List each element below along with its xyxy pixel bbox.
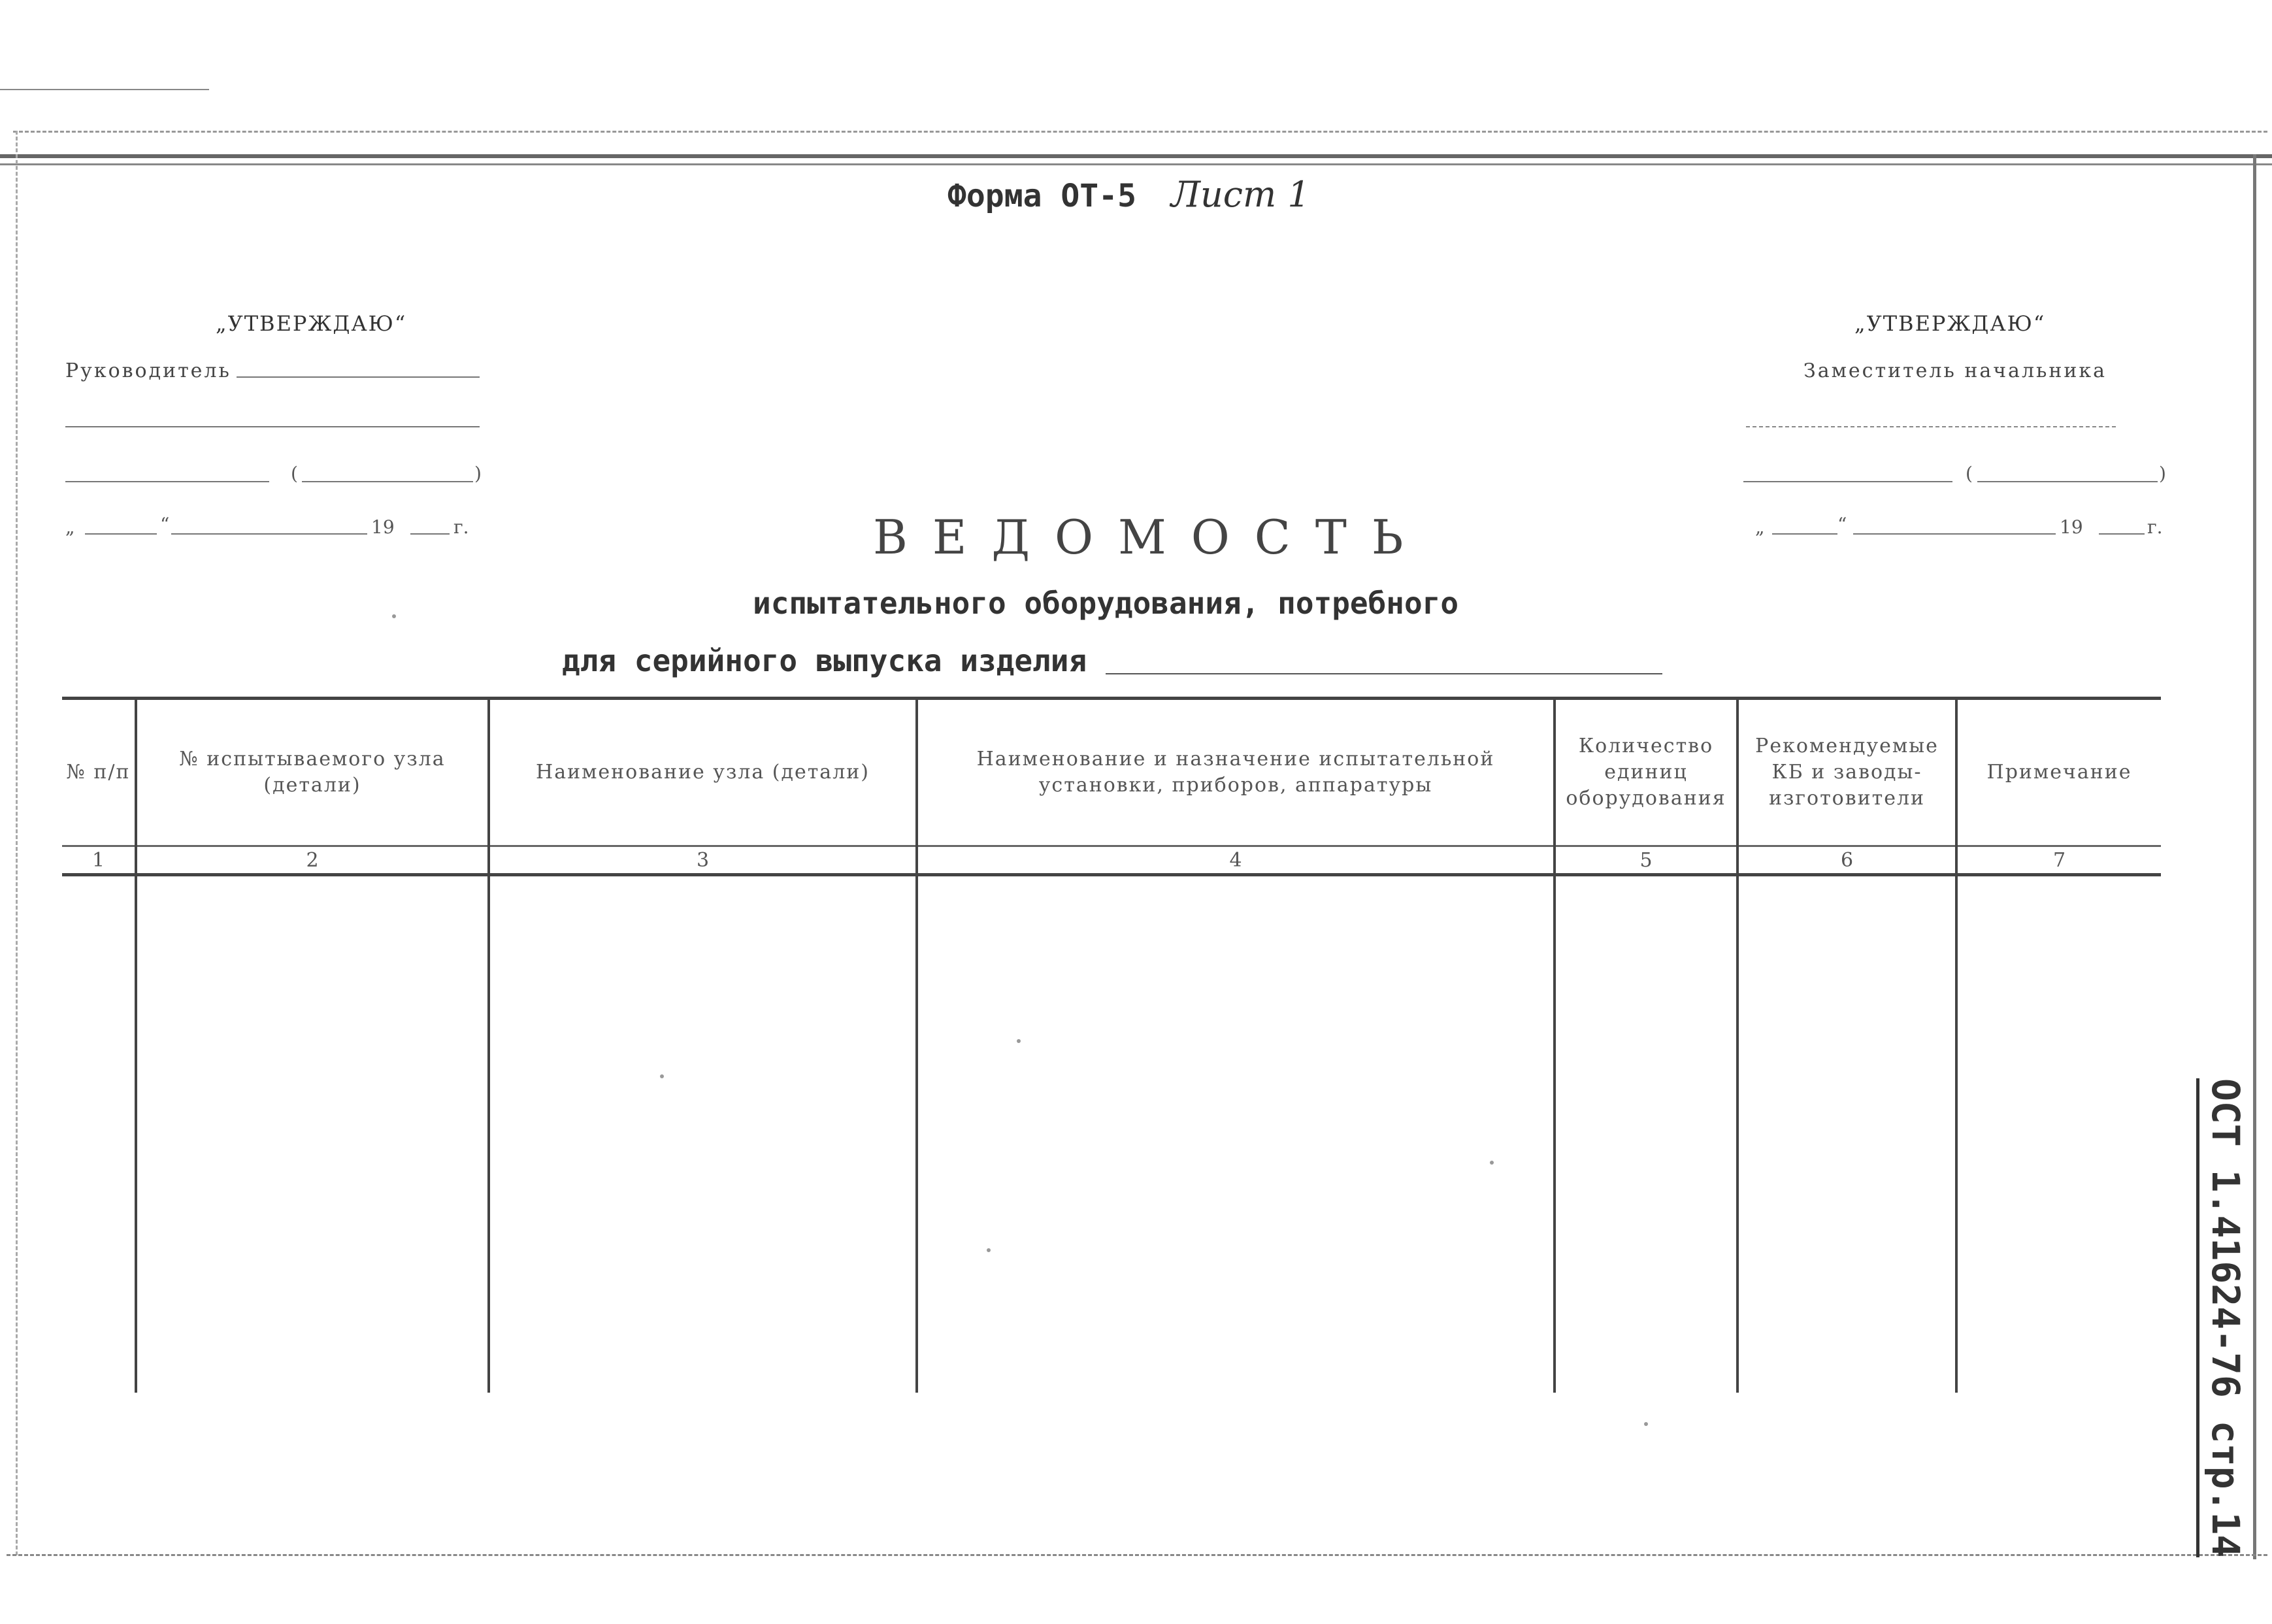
col-header-equipment: Наименование и назначение испытательной установки, приборов, аппаратуры xyxy=(917,699,1555,846)
approve-left-position-line xyxy=(237,376,480,378)
approve-left-line-2 xyxy=(65,426,480,427)
approve-left-position: Руководитель xyxy=(65,359,231,382)
document-subtitle-line-2: для серийного выпуска изделия xyxy=(562,643,1087,678)
scan-speck xyxy=(660,1074,664,1078)
approve-right-year-line xyxy=(2099,533,2145,535)
approve-left-name-line xyxy=(302,481,473,482)
approve-left-month-line xyxy=(171,533,367,535)
scan-speck xyxy=(1644,1422,1648,1426)
col-header-quantity: Количество единиц оборудования xyxy=(1555,699,1737,846)
approve-left-year-suffix: г. xyxy=(453,516,469,538)
approve-right-year: 19 xyxy=(2060,516,2083,538)
top-edge-mark xyxy=(0,89,209,90)
approve-left-year-line xyxy=(410,533,450,535)
table-cell xyxy=(1956,875,2161,1393)
approve-right-signature-line xyxy=(1743,481,1952,482)
approve-left-signature-line xyxy=(65,481,269,482)
table-cell xyxy=(489,875,917,1393)
top-border-line xyxy=(0,154,2272,158)
col-number-2: 2 xyxy=(136,846,489,875)
approve-right-year-suffix: г. xyxy=(2147,516,2163,538)
approve-right-month-line xyxy=(1853,533,2056,535)
table-cell xyxy=(136,875,489,1393)
scan-speck xyxy=(1490,1161,1494,1165)
table-header-row xyxy=(62,699,2161,846)
col-number-6: 6 xyxy=(1737,846,1956,875)
document-subtitle-line-1: испытательного оборудования, потребного xyxy=(753,586,1459,621)
table-row xyxy=(62,875,2161,1393)
scan-speck xyxy=(1017,1039,1021,1043)
col-number-4: 4 xyxy=(917,846,1555,875)
approve-right-title: „УТВЕРЖДАЮ“ xyxy=(1854,311,2046,336)
document-title: ВЕДОМОСТЬ xyxy=(873,510,1428,565)
product-name-line xyxy=(1106,673,1662,674)
bottom-border-line xyxy=(7,1554,2267,1556)
approve-left-title: „УТВЕРЖДАЮ“ xyxy=(216,311,407,336)
col-header-manufacturers: Рекомендуемые КБ и заводы-изготовители xyxy=(1737,699,1956,846)
approve-right-date-quote-open: „ xyxy=(1755,516,1765,538)
approve-left-day-line xyxy=(85,533,157,535)
table-cell xyxy=(62,875,136,1393)
col-number-3: 3 xyxy=(489,846,917,875)
approve-right-paren-open: ( xyxy=(1966,463,1973,484)
approve-right-name-line xyxy=(1977,481,2158,482)
approve-left-paren-open: ( xyxy=(291,463,298,484)
approve-right-paren-close: ) xyxy=(2159,463,2166,484)
col-header-notes: Примечание xyxy=(1956,699,2161,846)
standard-code: ОСТ 1.41624-76 стр.14 xyxy=(2196,1078,2248,1557)
sheet-number: Лист 1 xyxy=(1170,174,1310,215)
table-cell xyxy=(1555,875,1737,1393)
equipment-table xyxy=(62,697,2161,1393)
approve-right-position: Заместитель начальника xyxy=(1803,359,2107,382)
scan-speck xyxy=(392,614,396,618)
approve-left-date-quote-close: “ xyxy=(160,514,170,535)
top-border-line-thin xyxy=(0,163,2272,165)
col-number-5: 5 xyxy=(1555,846,1737,875)
approve-left-date-quote-open: „ xyxy=(65,516,75,538)
col-number-1: 1 xyxy=(62,846,136,875)
approve-left-year: 19 xyxy=(371,516,395,538)
top-scan-line xyxy=(13,131,2267,133)
approve-left-paren-close: ) xyxy=(474,463,482,484)
form-label xyxy=(947,174,1310,215)
approve-right-date-quote-close: “ xyxy=(1837,514,1847,535)
approve-right-day-line xyxy=(1772,533,1837,535)
table-cell xyxy=(917,875,1555,1393)
table-number-row xyxy=(62,846,2161,875)
col-header-part-name: Наименование узла (детали) xyxy=(489,699,917,846)
right-border-line xyxy=(2253,154,2256,1559)
form-number: Форма ОТ-5 xyxy=(947,178,1136,214)
table-cell xyxy=(1737,875,1956,1393)
approve-right-line-1 xyxy=(1746,426,2116,427)
col-header-part-number: № испытываемого узла (детали) xyxy=(136,699,489,846)
col-number-7: 7 xyxy=(1956,846,2161,875)
scan-speck xyxy=(987,1248,991,1252)
col-header-row-number: № п/п xyxy=(62,699,136,846)
left-edge-line xyxy=(16,131,18,1555)
